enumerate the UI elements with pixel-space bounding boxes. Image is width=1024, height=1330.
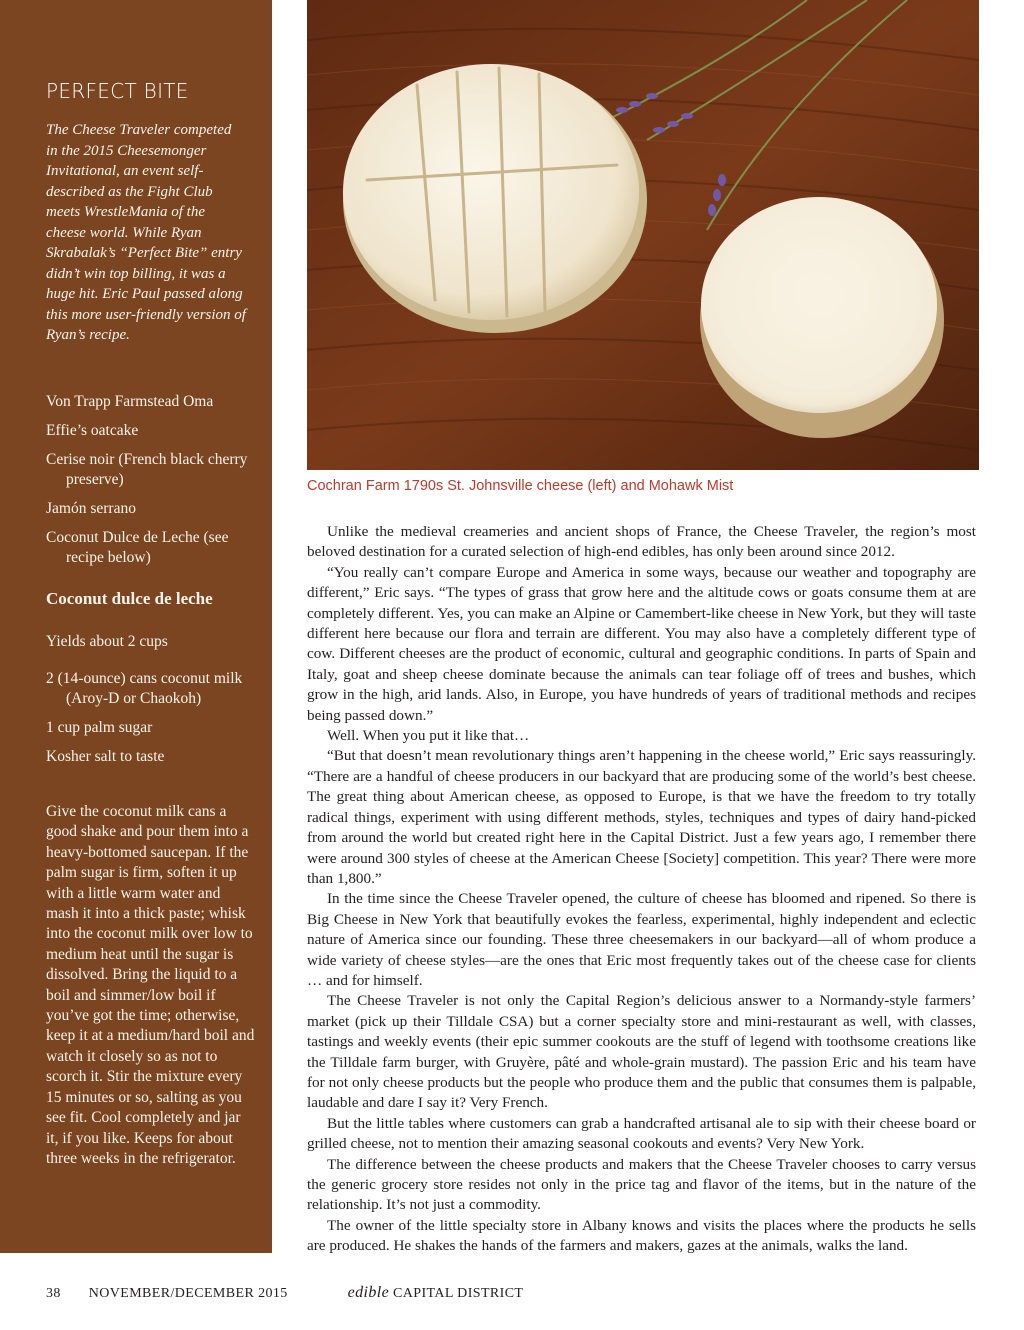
article-paragraph: “You really can’t compare Europe and America in some ways, because our weather and topography are different,” Eric says. “The types of grass that grow here and the altitude cows or goats consume them at are completely different. Yes, you can make an Alpine or Camembert-like cheese in New York, but they will taste different here because our flora and terrain are different. You may also have a completely different type of cow. Different cheeses are the product of economic, cultural and geographic conditions. In parts of Spain and Italy, goat and sheep cheese dominate because the animals can tear foliage off of trees and bushes, which grow in the high, arid lands. Also, in Europe, you have hundreds of years of traditional methods and recipes being passed down.” (307, 563, 976, 724)
article-paragraph: But the little tables where customers can grab a handcrafted artisanal ale to sip with their cheese board or grilled cheese, not to mention their amazing seasonal cookouts and events? Very New York. (307, 1114, 976, 1153)
page-footer (46, 1284, 523, 1302)
ingredient-item: 2 (14-ounce) cans coconut milk (Aroy-D or Chaokoh) (46, 670, 243, 707)
list-item: Jamón serrano (46, 500, 136, 517)
issue-date: NOVEMBER/DECEMBER 2015 (88, 1286, 288, 1301)
brand-rest: CAPITAL DISTRICT (393, 1286, 524, 1301)
list-item: Von Trapp Farmstead Oma (46, 393, 214, 410)
article-paragraph: The owner of the little specialty store in Albany knows and visits the places where the products he sells are produced. He shakes the hands of the farmers and makers, gazes at the animals, walks the land. (307, 1216, 976, 1255)
list-item: Cerise noir (French black cherry preserve) (46, 451, 248, 488)
cheese-photo-illustration (307, 0, 979, 470)
publication-brand (348, 1286, 524, 1301)
recipe-yield: Yields about 2 cups (46, 633, 168, 650)
recipe-method: Give the coconut milk cans a good shake and pour them into a heavy-bottomed saucepan. If the palm sugar is firm, soften it up with a little warm water and mash it into a thick paste; whisk into the coconut milk over low to medium heat until the sugar is dissolved. Bring the liquid to a boil and simmer/low boil if you’ve got the time; otherwise, keep it at a medium/hard boil and watch it closely so as not to scorch it. Stir the mixture every 15 minutes or so, salting as you see fit. Cool completely and jar it, if you like. Keeps for about three weeks in the refrigerator. (46, 803, 255, 1167)
recipe-sidebar (0, 0, 272, 1253)
recipe-title: Coconut dulce de leche (46, 589, 213, 608)
article-paragraph: The difference between the cheese products and makers that the Cheese Traveler chooses to carry versus the generic grocery store resides not only in the price tag and flavor of the items, but in the nature of the relationship. It’s not just a commodity. (307, 1155, 976, 1214)
cheese-photo (307, 0, 979, 470)
page-number: 38 (46, 1286, 61, 1301)
perfect-bite-list (46, 392, 256, 577)
article-body (307, 522, 976, 1257)
photo-caption: Cochran Farm 1790s St. Johnsville cheese (left) and Mohawk Mist (307, 478, 734, 494)
sidebar-intro: The Cheese Traveler competed in the 2015 Cheesemonger Invitational, an event self-described as the Fight Club meets WrestleMania of the cheese world. While Ryan Skrabalak’s “Perfect Bite” entry didn’t win top billing, it was a huge hit. Eric Paul passed along this more user-friendly version of Ryan’s recipe. (46, 122, 246, 343)
article-paragraph: The Cheese Traveler is not only the Capital Region’s delicious answer to a Normandy-style farmers’ market (pick up their Tilldale CSA) but a corner specialty store and mini-restaurant as well, with classes, tastings and weekly events (their epic summer cookouts are the stuff of legend with toothsome creations like the Tilldale farm burger, with Gruyère, pâté and whole-grain mustard). The passion Eric and his team have for not only cheese products but the people who produce them and the public that consumes them is palpable, laudable and dare I say it? Very French. (307, 992, 976, 1112)
ingredient-list (46, 669, 256, 776)
list-item: Effie’s oatcake (46, 422, 139, 439)
brand-italic: edible (347, 1284, 390, 1301)
list-item: Coconut Dulce de Leche (see recipe below) (46, 529, 229, 566)
article-paragraph: In the time since the Cheese Traveler opened, the culture of cheese has bloomed and ripened. So there is Big Cheese in New York that beautifully evokes the fearless, experimental, highly independent and eclectic nature of America since our founding. These three cheesemakers in our backyard—all of whom produce a wide variety of cheese styles—are the ones that Eric most frequently takes out of the cheese case for clients … and for himself. (307, 890, 976, 989)
sidebar-title: PERFECT BITE (46, 79, 189, 103)
ingredient-item: Kosher salt to taste (46, 748, 165, 765)
article-paragraph: Well. When you put it like that… (327, 727, 530, 745)
article-paragraph: “But that doesn’t mean revolutionary things aren’t happening in the cheese world,” Eric says reassuringly. “There are a handful of cheese producers in our backyard that are producing some of the world’s best cheese. The great thing about American cheese, as opposed to Europe, is that we have the freedom to try totally radical things, experiment with using different methods, styles, techniques and types of dairy hand-picked from around the world but created right here in the Capital District. Just a few years ago, I remember there were around 300 styles of cheese at the American Cheese [Society] competition. This year? There were more than 1,800.” (307, 747, 976, 887)
ingredient-item: 1 cup palm sugar (46, 719, 153, 736)
article-paragraph: Unlike the medieval creameries and ancient shops of France, the Cheese Traveler, the region’s most beloved destination for a curated selection of high-end edibles, has only been around since 2012. (307, 523, 976, 561)
